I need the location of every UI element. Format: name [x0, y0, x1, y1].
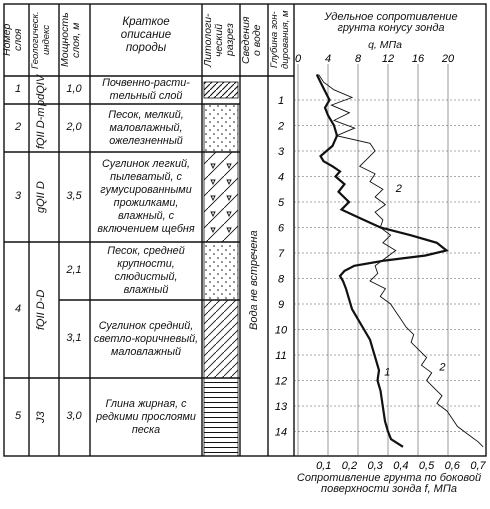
layer-num: 1: [14, 83, 22, 95]
q-axis-label: q, МПа: [368, 39, 402, 51]
bottom-axis-label: Сопротивление грунта по боковой поверхности зонда f, МПа: [296, 472, 482, 495]
f-tick-label: 0,3: [367, 460, 383, 472]
curve-label: 2: [395, 182, 402, 195]
depth-tick-label: 11: [275, 350, 287, 362]
header-depth: Глубина зон- дирования, м: [269, 10, 291, 70]
f-tick-label: 0,6: [444, 460, 460, 472]
chart-ticks: [275, 53, 487, 472]
layer-thickness: 3,5: [66, 190, 82, 202]
header-litho: Литологи- ческий разрез: [202, 13, 236, 67]
depth-tick-label: 5: [277, 197, 285, 209]
depth-tick-label: 9: [277, 299, 285, 311]
lithology-column: [204, 82, 238, 456]
litho-cell: [204, 378, 238, 456]
series-2-line: [319, 75, 484, 447]
curve-label: 1: [384, 366, 391, 379]
depth-tick-label: 6: [277, 222, 285, 235]
f-tick-label: 0,4: [393, 460, 409, 472]
layer-description: Песок, мелкий, маловлажный, ожелезненный: [108, 108, 184, 147]
q-tick-label: 16: [411, 53, 425, 65]
curve-label: 2: [439, 361, 446, 374]
q-tick-label: 8: [354, 53, 362, 65]
chart-series: [317, 75, 483, 447]
chart-title: Удельное сопротивление грунта конусу зонда: [324, 11, 458, 34]
layer-num: 3: [14, 190, 22, 202]
depth-tick-label: 1: [277, 95, 285, 107]
layer-thickness: 3,0: [66, 410, 82, 422]
geo-index: fQII D-m: [35, 107, 47, 149]
water-note: Вода не встречена: [248, 230, 260, 330]
litho-cell: [204, 82, 238, 98]
header-layer-num: Номер слоя: [1, 23, 24, 57]
depth-tick-label: 2: [277, 120, 285, 133]
layer-num: 4: [14, 303, 22, 315]
geo-index: J3: [35, 411, 47, 423]
layer-num: 5: [14, 410, 22, 422]
litho-cell: [204, 152, 238, 242]
q-tick-label: 4: [324, 53, 332, 65]
q-tick-label: 20: [441, 53, 455, 65]
layer-thickness: 2,0: [66, 121, 82, 133]
depth-tick-label: 8: [277, 273, 285, 286]
layer-description: Суглинок легкий, пылеватый, с гумусированными прожилками, влажный, с включением щебня: [97, 158, 195, 235]
depth-tick-label: 14: [274, 426, 288, 439]
f-tick-label: 0,5: [418, 460, 435, 472]
header-description: Краткое описание породы: [120, 16, 172, 54]
header-water-info: Сведения о воде: [240, 16, 263, 64]
geo-index: gQII D: [35, 181, 47, 213]
layer-thickness: 1,0: [66, 83, 82, 95]
q-tick-label: 12: [381, 53, 395, 65]
q-tick-label: 0: [294, 53, 302, 65]
depth-tick-label: 4: [277, 171, 285, 184]
layer-description: Глина жирная, с редкими прослоями песка: [96, 397, 196, 436]
f-tick-label: 0,2: [341, 460, 358, 472]
geo-index: pdQIV: [35, 74, 47, 106]
header-geo-index: Геологическ. индекс: [30, 11, 52, 69]
geo-index: fQII D-D: [35, 289, 47, 331]
layer-num: 2: [14, 121, 22, 133]
depth-tick-label: 3: [277, 146, 285, 158]
litho-cell: [204, 300, 238, 378]
layer-thickness: 3,1: [66, 332, 82, 344]
layer-description: Суглинок средний, светло-коричневый, маловлажный: [93, 319, 199, 358]
header-thickness: Мощность слоя, м: [59, 12, 82, 68]
litho-cell: [204, 242, 238, 300]
depth-tick-label: 7: [277, 248, 285, 260]
layer-thickness: 2,1: [66, 264, 82, 276]
depth-tick-label: 12: [274, 375, 288, 388]
f-tick-label: 0,1: [316, 460, 332, 472]
litho-cell: [204, 104, 238, 152]
depth-tick-label: 13: [274, 401, 288, 413]
f-tick-label: 0,7: [470, 460, 486, 472]
layer-description: Песок, средней крупности, слюдистый, влажный: [107, 245, 185, 296]
depth-tick-label: 10: [274, 324, 288, 337]
layer-description: Почвенно-расти- тельный слой: [102, 77, 190, 102]
